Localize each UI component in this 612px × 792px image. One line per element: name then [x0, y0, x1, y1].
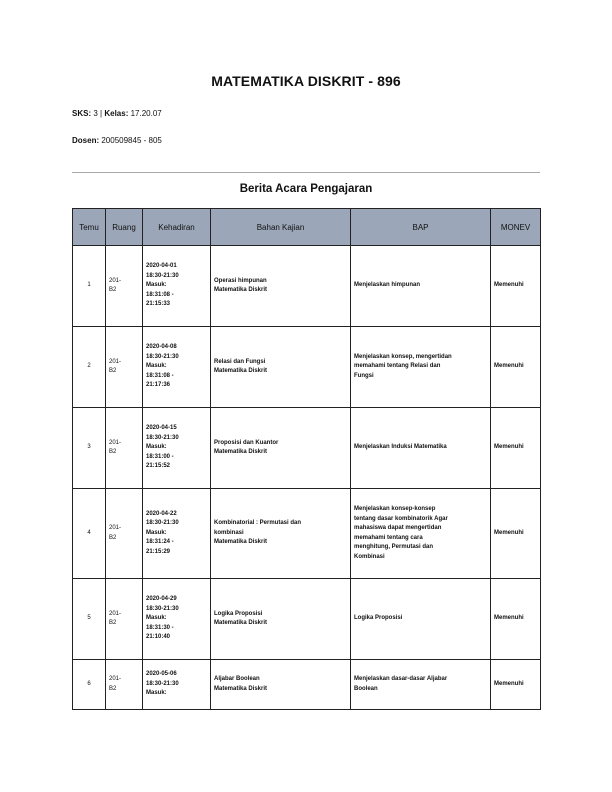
study-material-line: Matematika Diskrit — [214, 620, 268, 626]
monev-cell: Memenuhi — [491, 327, 541, 408]
column-header-bahan-kajian: Bahan Kajian — [211, 209, 351, 246]
divider — [72, 172, 540, 173]
bap-line: tentang dasar kombinatorik Agar — [354, 515, 448, 522]
study-material-line: kombinasi — [214, 529, 244, 536]
attendance-line: Masuk: — [146, 444, 167, 451]
room-line: 201- — [109, 610, 122, 617]
attendance-line: 21:10:40 — [146, 634, 171, 641]
attendance-cell — [143, 489, 211, 579]
room-line: 201- — [109, 439, 122, 446]
bap-line: Kombinasi — [354, 553, 385, 560]
attendance-line: 18:31:00 - — [146, 453, 174, 460]
attendance-line: 2020-04-15 — [146, 425, 177, 432]
bap-cell — [351, 408, 491, 489]
dosen-label: Dosen: — [72, 136, 100, 145]
study-material-line: Operasi himpunan — [214, 277, 267, 284]
bap-line: memahami tentang Relasi dan — [354, 363, 441, 370]
study-material-line: Matematika Diskrit — [214, 287, 268, 293]
attendance-line: 18:30-21:30 — [146, 680, 179, 687]
attendance-line: 18:31:08 - — [146, 291, 174, 298]
course-meta — [72, 109, 162, 118]
attendance-line: 2020-05-06 — [146, 671, 177, 678]
study-material-line: Matematika Diskrit — [214, 368, 268, 374]
meeting-number-cell: 1 — [73, 246, 106, 327]
bap-line: Menjelaskan dasar-dasar Aljabar — [354, 676, 448, 682]
sks-value: 3 — [93, 109, 98, 118]
meeting-number-cell: 6 — [73, 660, 106, 710]
section-title: Berita Acara Pengajaran — [239, 183, 373, 195]
bap-line: Menjelaskan konsep, mengertidan — [354, 353, 452, 360]
room-line: 201- — [109, 358, 122, 365]
bap-line: Menjelaskan himpunan — [354, 282, 421, 289]
attendance-line: 18:30-21:30 — [146, 434, 179, 441]
room-line: 201- — [109, 525, 122, 531]
room-line: B2 — [109, 620, 117, 626]
table-row — [73, 246, 541, 327]
column-header-kehadiran: Kehadiran — [143, 209, 211, 246]
study-material-line: Matematika Diskrit — [214, 685, 268, 692]
attendance-line: 21:15:29 — [146, 548, 171, 555]
attendance-line: Masuk: — [146, 529, 167, 536]
study-material-cell — [211, 408, 351, 489]
attendance-line: 18:31:30 - — [146, 624, 174, 631]
kelas-value: 17.20.07 — [130, 109, 162, 118]
attendance-cell — [143, 327, 211, 408]
attendance-line: 2020-04-29 — [146, 596, 177, 603]
bap-line: menghitung, Permutasi dan — [354, 544, 434, 550]
attendance-line: 18:31:08 - — [146, 372, 174, 379]
meeting-number-cell: 4 — [73, 489, 106, 579]
attendance-line: 2020-04-01 — [146, 263, 177, 270]
bap-table — [72, 208, 541, 710]
attendance-line: 21:17:36 — [146, 382, 171, 389]
attendance-line: 21:15:33 — [146, 301, 171, 308]
table-row — [73, 579, 541, 660]
meeting-number-cell: 2 — [73, 327, 106, 408]
meeting-number-cell: 3 — [73, 408, 106, 489]
monev-cell: Memenuhi — [491, 408, 541, 489]
attendance-line: 18:30-21:30 — [146, 353, 179, 360]
attendance-cell — [143, 579, 211, 660]
dosen-value: 200509845 - 805 — [101, 136, 162, 145]
bap-line: Boolean — [354, 685, 378, 692]
column-header-temu: Temu — [73, 209, 106, 246]
kelas-label: Kelas: — [104, 109, 129, 118]
attendance-cell — [143, 408, 211, 489]
study-material-line: Matematika Diskrit — [214, 539, 268, 546]
study-material-cell — [211, 660, 351, 710]
attendance-line: 21:15:52 — [146, 463, 171, 470]
page-title: MATEMATIKA DISKRIT - 896 — [211, 73, 401, 89]
attendance-line: 2020-04-22 — [146, 510, 177, 517]
bap-line: Menjelaskan Induksi Matematika — [354, 444, 447, 451]
table-row — [73, 489, 541, 579]
meeting-number-cell: 5 — [73, 579, 106, 660]
room-cell — [106, 246, 143, 327]
study-material-line: Proposisi dan Kuantor — [214, 439, 279, 446]
lecturer-meta — [72, 136, 162, 145]
bap-cell — [351, 660, 491, 710]
column-header-ruang: Ruang — [106, 209, 143, 246]
attendance-cell — [143, 246, 211, 327]
study-material-line: Matematika Diskrit — [214, 449, 268, 455]
table-row — [73, 408, 541, 489]
attendance-line: Masuk: — [146, 363, 167, 370]
room-line: B2 — [109, 368, 117, 374]
room-line: B2 — [109, 449, 117, 455]
study-material-line: Relasi dan Fungsi — [214, 358, 266, 365]
bap-line: Menjelaskan konsep-konsep — [354, 506, 436, 512]
room-line: B2 — [109, 534, 117, 541]
bap-line: mahasiswa dapat mengertidan — [354, 525, 442, 531]
attendance-line: Masuk: — [146, 282, 167, 289]
table-row — [73, 327, 541, 408]
study-material-cell — [211, 246, 351, 327]
bap-cell — [351, 246, 491, 327]
study-material-line: Kombinatorial : Permutasi dan — [214, 520, 302, 527]
monev-cell: Memenuhi — [491, 660, 541, 710]
bap-cell — [351, 579, 491, 660]
meta-separator: | — [100, 109, 103, 118]
room-line: B2 — [109, 287, 117, 293]
sks-label: SKS: — [72, 109, 92, 118]
table-body — [73, 246, 541, 710]
attendance-line: 18:31:24 - — [146, 539, 174, 546]
study-material-line: Logika Proposisi — [214, 610, 263, 617]
bap-cell — [351, 489, 491, 579]
column-header-bap: BAP — [351, 209, 491, 246]
study-material-line: Aljabar Boolean — [214, 676, 260, 682]
attendance-line: 18:30-21:30 — [146, 605, 179, 612]
room-line: 201- — [109, 277, 122, 284]
study-material-cell — [211, 327, 351, 408]
study-material-cell — [211, 489, 351, 579]
room-line: 201- — [109, 676, 122, 682]
monev-cell: Memenuhi — [491, 246, 541, 327]
room-cell — [106, 489, 143, 579]
bap-line: memahami tentang cara — [354, 534, 423, 541]
room-cell — [106, 327, 143, 408]
attendance-line: 2020-04-08 — [146, 344, 177, 351]
bap-line: Fungsi — [354, 372, 374, 379]
attendance-cell — [143, 660, 211, 710]
attendance-line: Masuk: — [146, 690, 167, 697]
monev-cell: Memenuhi — [491, 579, 541, 660]
attendance-line: 18:30-21:30 — [146, 520, 179, 527]
attendance-line: Masuk: — [146, 615, 167, 622]
column-header-monev: MONEV — [491, 209, 541, 246]
attendance-line: 18:30-21:30 — [146, 272, 179, 279]
table-row — [73, 660, 541, 710]
room-cell — [106, 579, 143, 660]
bap-cell — [351, 327, 491, 408]
monev-cell: Memenuhi — [491, 489, 541, 579]
study-material-cell — [211, 579, 351, 660]
table-header-row — [73, 209, 541, 246]
room-cell — [106, 408, 143, 489]
room-line: B2 — [109, 685, 117, 692]
room-cell — [106, 660, 143, 710]
bap-line: Logika Proposisi — [354, 615, 403, 622]
